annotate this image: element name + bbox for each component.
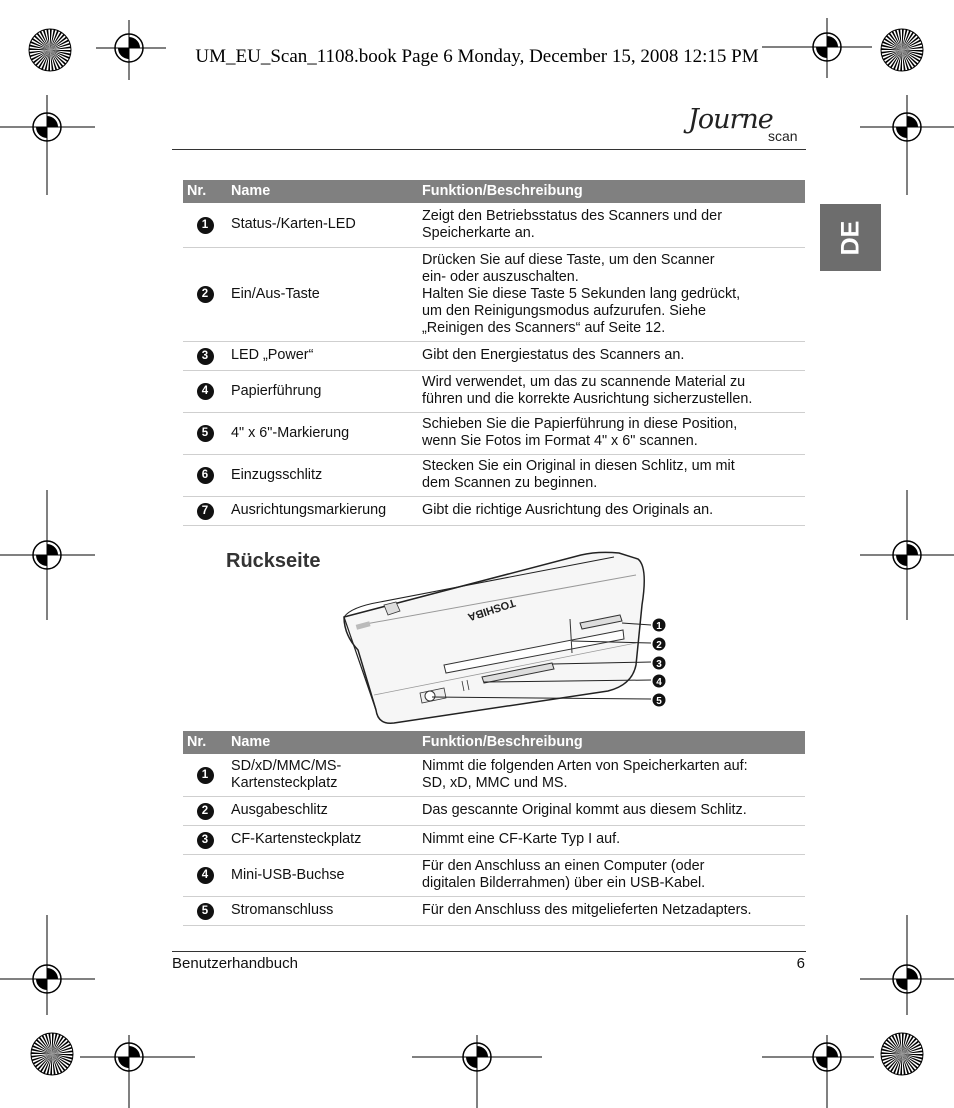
table-header-row: [183, 180, 805, 203]
table-row: [183, 496, 805, 525]
crosshair-mark-bottom-left: [80, 1035, 195, 1108]
description-line: führen und die korrekte Ausrichtung sicherzustellen.: [422, 391, 753, 407]
component-name: Mini-USB-Buchse: [227, 854, 418, 896]
row-number-cell: [183, 203, 227, 247]
description-line: wenn Sie Fotos im Format 4" x 6" scannen.: [422, 433, 698, 449]
component-name: Papierführung: [227, 370, 418, 412]
number-badge: 3: [197, 348, 214, 365]
description-line: Speicherkarte an.: [422, 224, 535, 241]
component-description: [418, 412, 805, 454]
component-name: 4" x 6"-Markierung: [227, 412, 418, 454]
callout-label-3: 3: [656, 659, 662, 670]
description-line: Nimmt eine CF-Karte Typ I auf.: [422, 831, 621, 847]
table-row: [183, 341, 805, 370]
table-row: [183, 796, 805, 825]
description-line: ein- oder auszuschalten.: [422, 268, 579, 285]
crosshair-mark-left-lower: [0, 915, 95, 1015]
crosshair-mark-bottom-right: [762, 1035, 874, 1108]
row-number-cell: [183, 496, 227, 525]
table-header-row: [183, 731, 805, 754]
component-description: [418, 854, 805, 896]
row-number-cell: [183, 796, 227, 825]
crosshair-mark-right-upper: [860, 95, 954, 195]
rear-components-table: [183, 731, 805, 926]
number-badge: 6: [197, 467, 214, 484]
language-tab-label: DE: [836, 220, 864, 255]
column-header-name: Name: [227, 731, 418, 754]
description-line: „Reinigen des Scanners“ auf Seite 12.: [422, 319, 666, 336]
section-heading-rear: Rückseite: [226, 550, 321, 572]
table-row: [183, 370, 805, 412]
description-line: Das gescannte Original kommt aus diesem Schlitz.: [422, 802, 747, 818]
row-number-cell: [183, 247, 227, 341]
logo-sub-text: scan: [768, 128, 798, 144]
row-number-cell: [183, 341, 227, 370]
number-badge: 3: [197, 832, 214, 849]
table-row: [183, 825, 805, 854]
description-line: Schieben Sie die Papierführung in diese Position,: [422, 416, 738, 432]
column-header-name: Name: [227, 180, 418, 203]
component-name: Ausrichtungsmarkierung: [227, 496, 418, 525]
number-badge: 1: [197, 217, 214, 234]
component-description: [418, 203, 805, 247]
callout-label-5: 5: [656, 696, 662, 707]
component-name: Ein/Aus-Taste: [227, 247, 418, 341]
number-badge: 4: [197, 383, 214, 400]
description-line: Nimmt die folgenden Arten von Speicherkarten auf:: [422, 757, 748, 774]
component-description: [418, 754, 805, 796]
number-badge: 2: [197, 286, 214, 303]
registration-wheel-bottom-left: [30, 1032, 74, 1076]
description-line: Halten Sie diese Taste 5 Sekunden lang gedrückt,: [422, 285, 741, 302]
callout-markers: [653, 619, 666, 708]
component-description: [418, 370, 805, 412]
print-job-header: UM_EU_Scan_1108.book Page 6 Monday, December 15, 2008 12:15 PM: [195, 46, 759, 67]
column-header-description: Funktion/Beschreibung: [418, 180, 805, 203]
language-tab: [820, 204, 881, 271]
scanner-rear-illustration: [336, 545, 676, 727]
component-description: [418, 796, 805, 825]
table-row: [183, 454, 805, 496]
description-line: Für den Anschluss an einen Computer (oder: [422, 858, 705, 874]
row-number-cell: [183, 754, 227, 796]
component-name: Einzugsschlitz: [227, 454, 418, 496]
component-description: [418, 496, 805, 525]
component-description: [418, 247, 805, 341]
component-description: [418, 454, 805, 496]
table-row: [183, 203, 805, 247]
component-description: [418, 825, 805, 854]
component-description: [418, 896, 805, 925]
front-components-table: [183, 180, 805, 526]
table-row: [183, 412, 805, 454]
number-badge: 5: [197, 903, 214, 920]
row-number-cell: [183, 854, 227, 896]
footer-rule: [172, 951, 806, 952]
number-badge: 4: [197, 867, 214, 884]
column-header-number: Nr.: [183, 731, 227, 754]
scanner-brand-label: TOSHIBA: [466, 596, 517, 623]
journe-scan-logo: [688, 104, 806, 148]
component-name: Ausgabeschlitz: [227, 796, 418, 825]
crosshair-mark-bottom-center: [412, 1035, 542, 1108]
component-name: Status-/Karten-LED: [227, 203, 418, 247]
component-name: Stromanschluss: [227, 896, 418, 925]
column-header-description: Funktion/Beschreibung: [418, 731, 805, 754]
crosshair-mark-left-upper: [0, 95, 95, 195]
description-line: Zeigt den Betriebsstatus des Scanners und der: [422, 207, 722, 224]
row-number-cell: [183, 896, 227, 925]
header-rule: [172, 149, 806, 150]
row-number-cell: [183, 454, 227, 496]
description-line: Gibt den Energiestatus des Scanners an.: [422, 347, 685, 363]
number-badge: 7: [197, 503, 214, 520]
description-line: um den Reinigungsmodus aufzurufen. Siehe: [422, 302, 706, 319]
component-description: [418, 341, 805, 370]
description-line: digitalen Bilderrahmen) über ein USB-Kabel.: [422, 875, 706, 891]
crosshair-mark-left-middle: [0, 490, 95, 620]
number-badge: 5: [197, 425, 214, 442]
description-line: Drücken Sie auf diese Taste, um den Scanner: [422, 251, 715, 268]
table-row: [183, 896, 805, 925]
description-line: Für den Anschluss des mitgelieferten Netzadapters.: [422, 902, 752, 918]
crosshair-mark-right-middle: [860, 490, 954, 620]
component-name: CF-Kartensteckplatz: [227, 825, 418, 854]
description-line: SD, xD, MMC und MS.: [422, 774, 568, 791]
logo-script-text: Journe: [688, 104, 773, 135]
description-line: Stecken Sie ein Original in diesen Schlitz, um mit: [422, 458, 735, 474]
table-row: [183, 854, 805, 896]
row-number-cell: [183, 825, 227, 854]
footer-manual-title: Benutzerhandbuch: [172, 955, 298, 972]
row-number-cell: [183, 412, 227, 454]
table-row: [183, 247, 805, 341]
number-badge: 2: [197, 803, 214, 820]
number-badge: 1: [197, 767, 214, 784]
row-number-cell: [183, 370, 227, 412]
description-line: Gibt die richtige Ausrichtung des Originals an.: [422, 502, 714, 518]
page-number: 6: [796, 955, 805, 972]
crosshair-mark-right-lower: [860, 915, 954, 1015]
callout-label-2: 2: [656, 640, 662, 651]
component-name: LED „Power“: [227, 341, 418, 370]
description-line: Wird verwendet, um das zu scannende Material zu: [422, 374, 746, 390]
table-row: [183, 754, 805, 796]
component-name: SD/xD/MMC/MS-Kartensteckplatz: [227, 754, 418, 796]
callout-label-1: 1: [656, 621, 662, 632]
registration-wheel-bottom-right: [880, 1032, 924, 1076]
column-header-number: Nr.: [183, 180, 227, 203]
callout-label-4: 4: [656, 677, 662, 688]
description-line: dem Scannen zu beginnen.: [422, 475, 598, 491]
